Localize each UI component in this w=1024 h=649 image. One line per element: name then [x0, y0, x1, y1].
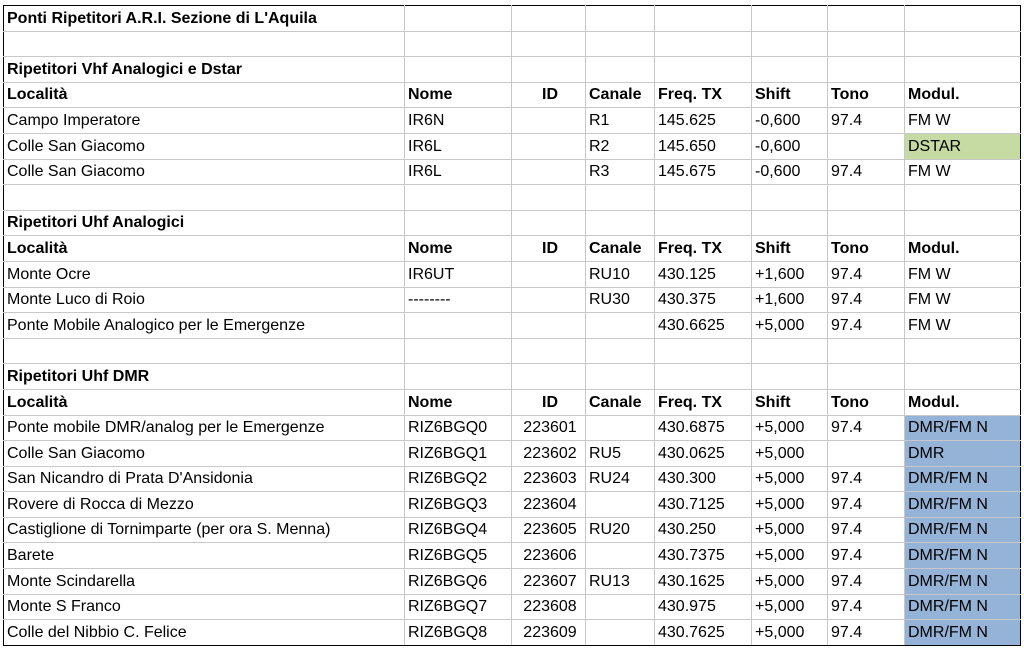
column-header-tono[interactable]: Tono	[828, 82, 905, 108]
cell-tono[interactable]: 97.4	[828, 415, 905, 441]
cell-shift[interactable]: +5,000	[752, 569, 828, 595]
cell-localita[interactable]: Ponte Mobile Analogico per le Emergenze	[4, 313, 405, 339]
cell-canale[interactable]	[586, 415, 655, 441]
empty-cell[interactable]	[655, 31, 752, 57]
cell-shift[interactable]: +5,000	[752, 415, 828, 441]
cell-id[interactable]	[512, 108, 586, 134]
table-row	[4, 517, 1021, 543]
empty-cell[interactable]	[655, 364, 752, 390]
empty-cell[interactable]	[4, 31, 405, 57]
empty-cell[interactable]	[405, 57, 512, 83]
cell-tono[interactable]: 97.4	[828, 492, 905, 518]
empty-cell[interactable]	[655, 338, 752, 364]
empty-cell[interactable]	[752, 57, 828, 83]
cell-localita[interactable]: Colle del Nibbio C. Felice	[4, 620, 405, 646]
cell-localita[interactable]: Monte Luco di Roio	[4, 287, 405, 313]
cell-freq-tx[interactable]: 145.675	[655, 159, 752, 185]
section-heading-row	[4, 210, 1021, 236]
cell-canale[interactable]: RU24	[586, 466, 655, 492]
cell-modul[interactable]: DMR/FM N	[905, 569, 1021, 595]
column-header-canale[interactable]: Canale	[586, 82, 655, 108]
empty-cell[interactable]	[405, 31, 512, 57]
column-header-id[interactable]: ID	[512, 236, 586, 262]
cell-nome[interactable]: IR6N	[405, 108, 512, 134]
column-header-freq-tx[interactable]: Freq. TX	[655, 82, 752, 108]
cell-freq-tx[interactable]: 145.650	[655, 133, 752, 159]
column-header-nome[interactable]: Nome	[405, 236, 512, 262]
cell-freq-tx[interactable]: 430.7375	[655, 543, 752, 569]
column-header-shift[interactable]: Shift	[752, 236, 828, 262]
cell-tono[interactable]: 97.4	[828, 620, 905, 646]
cell-localita[interactable]: Rovere di Rocca di Mezzo	[4, 492, 405, 518]
cell-nome[interactable]: RIZ6BGQ1	[405, 441, 512, 467]
empty-cell[interactable]	[828, 57, 905, 83]
repeater-table	[3, 5, 1021, 646]
section-heading[interactable]: Ripetitori Vhf Analogici e Dstar	[4, 57, 405, 83]
cell-modul[interactable]: DMR/FM N	[905, 594, 1021, 620]
empty-cell[interactable]	[828, 338, 905, 364]
column-header-modul[interactable]: Modul.	[905, 389, 1021, 415]
cell-modul[interactable]: DMR/FM N	[905, 620, 1021, 646]
empty-cell[interactable]	[586, 338, 655, 364]
table-row	[4, 543, 1021, 569]
cell-canale[interactable]: RU13	[586, 569, 655, 595]
cell-modul[interactable]: FM W	[905, 287, 1021, 313]
cell-nome[interactable]: RIZ6BGQ6	[405, 569, 512, 595]
column-header-modul[interactable]: Modul.	[905, 82, 1021, 108]
column-header-modul[interactable]: Modul.	[905, 236, 1021, 262]
cell-localita[interactable]: Castiglione di Tornimparte (per ora S. Menna)	[4, 517, 405, 543]
cell-modul[interactable]: FM W	[905, 159, 1021, 185]
table-row	[4, 441, 1021, 467]
cell-modul[interactable]: DMR/FM N	[905, 466, 1021, 492]
column-header-localita[interactable]: Località	[4, 389, 405, 415]
table-row	[4, 159, 1021, 185]
empty-cell[interactable]	[752, 364, 828, 390]
cell-localita[interactable]: Monte Scindarella	[4, 569, 405, 595]
cell-freq-tx[interactable]: 430.6625	[655, 313, 752, 339]
empty-cell[interactable]	[905, 364, 1021, 390]
cell-canale[interactable]: RU30	[586, 287, 655, 313]
cell-shift[interactable]: +1,600	[752, 261, 828, 287]
empty-row	[4, 185, 1021, 211]
cell-tono[interactable]: 97.4	[828, 569, 905, 595]
table-row	[4, 466, 1021, 492]
column-header-freq-tx[interactable]: Freq. TX	[655, 236, 752, 262]
cell-id[interactable]: 223602	[512, 441, 586, 467]
empty-row	[4, 31, 1021, 57]
column-header-nome[interactable]: Nome	[405, 389, 512, 415]
empty-cell[interactable]	[405, 6, 512, 32]
cell-canale[interactable]: RU20	[586, 517, 655, 543]
cell-localita[interactable]: Barete	[4, 543, 405, 569]
cell-id[interactable]: 223607	[512, 569, 586, 595]
table-row	[4, 108, 1021, 134]
cell-modul[interactable]: DMR/FM N	[905, 543, 1021, 569]
cell-localita[interactable]: Colle San Giacomo	[4, 133, 405, 159]
cell-nome[interactable]	[405, 313, 512, 339]
cell-canale[interactable]	[586, 594, 655, 620]
cell-canale[interactable]: R3	[586, 159, 655, 185]
empty-cell[interactable]	[905, 185, 1021, 211]
empty-cell[interactable]	[828, 210, 905, 236]
cell-localita[interactable]: Ponte mobile DMR/analog per le Emergenze	[4, 415, 405, 441]
empty-cell[interactable]	[828, 31, 905, 57]
column-header-localita[interactable]: Località	[4, 82, 405, 108]
cell-canale[interactable]: R1	[586, 108, 655, 134]
empty-cell[interactable]	[512, 210, 586, 236]
cell-shift[interactable]: +5,000	[752, 492, 828, 518]
cell-tono[interactable]: 97.4	[828, 543, 905, 569]
spreadsheet-view	[3, 5, 1021, 646]
cell-tono[interactable]: 97.4	[828, 159, 905, 185]
empty-cell[interactable]	[752, 338, 828, 364]
cell-canale[interactable]	[586, 543, 655, 569]
section-heading[interactable]: Ripetitori Uhf DMR	[4, 364, 405, 390]
cell-canale[interactable]: RU10	[586, 261, 655, 287]
cell-shift[interactable]: +5,000	[752, 466, 828, 492]
empty-cell[interactable]	[655, 6, 752, 32]
cell-freq-tx[interactable]: 430.975	[655, 594, 752, 620]
cell-tono[interactable]: 97.4	[828, 261, 905, 287]
empty-cell[interactable]	[586, 364, 655, 390]
empty-cell[interactable]	[512, 185, 586, 211]
table-row	[4, 133, 1021, 159]
empty-cell[interactable]	[905, 210, 1021, 236]
empty-cell[interactable]	[752, 31, 828, 57]
table-row	[4, 620, 1021, 646]
empty-cell[interactable]	[512, 57, 586, 83]
cell-modul[interactable]: FM W	[905, 261, 1021, 287]
cell-freq-tx[interactable]: 430.125	[655, 261, 752, 287]
cell-id[interactable]: 223603	[512, 466, 586, 492]
column-header-localita[interactable]: Località	[4, 236, 405, 262]
cell-shift[interactable]: +1,600	[752, 287, 828, 313]
empty-cell[interactable]	[828, 364, 905, 390]
cell-shift[interactable]: -0,600	[752, 108, 828, 134]
cell-nome[interactable]: RIZ6BGQ3	[405, 492, 512, 518]
empty-cell[interactable]	[4, 185, 405, 211]
column-header-canale[interactable]: Canale	[586, 236, 655, 262]
cell-nome[interactable]: IR6L	[405, 159, 512, 185]
header-row	[4, 82, 1021, 108]
empty-cell[interactable]	[586, 57, 655, 83]
empty-cell[interactable]	[905, 338, 1021, 364]
column-header-nome[interactable]: Nome	[405, 82, 512, 108]
cell-shift[interactable]: +5,000	[752, 594, 828, 620]
cell-tono[interactable]	[828, 133, 905, 159]
empty-cell[interactable]	[655, 185, 752, 211]
column-header-id[interactable]: ID	[512, 82, 586, 108]
sheet-title-row	[4, 6, 1021, 32]
cell-nome[interactable]: IR6L	[405, 133, 512, 159]
cell-modul[interactable]: DMR	[905, 441, 1021, 467]
cell-tono[interactable]: 97.4	[828, 313, 905, 339]
cell-localita[interactable]: San Nicandro di Prata D'Ansidonia	[4, 466, 405, 492]
cell-id[interactable]	[512, 159, 586, 185]
cell-freq-tx[interactable]: 430.0625	[655, 441, 752, 467]
empty-row	[4, 338, 1021, 364]
column-header-shift[interactable]: Shift	[752, 82, 828, 108]
cell-tono[interactable]: 97.4	[828, 287, 905, 313]
cell-freq-tx[interactable]: 430.7125	[655, 492, 752, 518]
empty-cell[interactable]	[586, 210, 655, 236]
column-header-canale[interactable]: Canale	[586, 389, 655, 415]
cell-freq-tx[interactable]: 430.6875	[655, 415, 752, 441]
empty-cell[interactable]	[586, 6, 655, 32]
sheet-title[interactable]: Ponti Ripetitori A.R.I. Sezione di L'Aquila	[4, 6, 405, 32]
cell-canale[interactable]	[586, 620, 655, 646]
cell-nome[interactable]: RIZ6BGQ0	[405, 415, 512, 441]
cell-tono[interactable]: 97.4	[828, 108, 905, 134]
column-header-tono[interactable]: Tono	[828, 236, 905, 262]
empty-cell[interactable]	[405, 338, 512, 364]
header-row	[4, 389, 1021, 415]
cell-tono[interactable]: 97.4	[828, 594, 905, 620]
table-row	[4, 261, 1021, 287]
cell-modul[interactable]: FM W	[905, 313, 1021, 339]
cell-shift[interactable]: +5,000	[752, 543, 828, 569]
cell-id[interactable]	[512, 313, 586, 339]
table-row	[4, 594, 1021, 620]
cell-freq-tx[interactable]: 430.375	[655, 287, 752, 313]
section-heading-row	[4, 364, 1021, 390]
cell-canale[interactable]: R2	[586, 133, 655, 159]
empty-cell[interactable]	[512, 338, 586, 364]
cell-freq-tx[interactable]: 430.250	[655, 517, 752, 543]
cell-modul[interactable]: DSTAR	[905, 133, 1021, 159]
cell-freq-tx[interactable]: 430.1625	[655, 569, 752, 595]
cell-shift[interactable]: +5,000	[752, 313, 828, 339]
cell-nome[interactable]: --------	[405, 287, 512, 313]
cell-modul[interactable]: DMR/FM N	[905, 517, 1021, 543]
column-header-freq-tx[interactable]: Freq. TX	[655, 389, 752, 415]
cell-localita[interactable]: Monte S Franco	[4, 594, 405, 620]
cell-localita[interactable]: Colle San Giacomo	[4, 441, 405, 467]
empty-cell[interactable]	[586, 185, 655, 211]
cell-canale[interactable]: RU5	[586, 441, 655, 467]
empty-cell[interactable]	[512, 31, 586, 57]
cell-shift[interactable]: -0,600	[752, 159, 828, 185]
empty-cell[interactable]	[655, 57, 752, 83]
table-row	[4, 492, 1021, 518]
cell-nome[interactable]: RIZ6BGQ2	[405, 466, 512, 492]
cell-id[interactable]: 223604	[512, 492, 586, 518]
table-row	[4, 287, 1021, 313]
empty-cell[interactable]	[405, 364, 512, 390]
cell-localita[interactable]: Colle San Giacomo	[4, 159, 405, 185]
cell-freq-tx[interactable]: 145.625	[655, 108, 752, 134]
cell-id[interactable]	[512, 133, 586, 159]
cell-localita[interactable]: Campo Imperatore	[4, 108, 405, 134]
table-row	[4, 415, 1021, 441]
cell-shift[interactable]: +5,000	[752, 620, 828, 646]
cell-modul[interactable]: DMR/FM N	[905, 492, 1021, 518]
cell-id[interactable]: 223601	[512, 415, 586, 441]
cell-nome[interactable]: RIZ6BGQ8	[405, 620, 512, 646]
cell-canale[interactable]	[586, 492, 655, 518]
empty-cell[interactable]	[512, 364, 586, 390]
cell-nome[interactable]: RIZ6BGQ7	[405, 594, 512, 620]
empty-cell[interactable]	[655, 210, 752, 236]
empty-cell[interactable]	[752, 185, 828, 211]
header-row	[4, 236, 1021, 262]
cell-shift[interactable]: -0,600	[752, 133, 828, 159]
empty-cell[interactable]	[405, 210, 512, 236]
empty-cell[interactable]	[828, 6, 905, 32]
cell-modul[interactable]: DMR/FM N	[905, 415, 1021, 441]
cell-id[interactable]: 223608	[512, 594, 586, 620]
cell-id[interactable]: 223609	[512, 620, 586, 646]
cell-canale[interactable]	[586, 313, 655, 339]
cell-shift[interactable]: +5,000	[752, 441, 828, 467]
empty-cell[interactable]	[752, 6, 828, 32]
empty-cell[interactable]	[905, 6, 1021, 32]
cell-tono[interactable]: 97.4	[828, 466, 905, 492]
table-row	[4, 313, 1021, 339]
empty-cell[interactable]	[752, 210, 828, 236]
cell-nome[interactable]: IR6UT	[405, 261, 512, 287]
cell-freq-tx[interactable]: 430.7625	[655, 620, 752, 646]
cell-freq-tx[interactable]: 430.300	[655, 466, 752, 492]
empty-cell[interactable]	[905, 57, 1021, 83]
cell-shift[interactable]: +5,000	[752, 517, 828, 543]
cell-tono[interactable]	[828, 441, 905, 467]
cell-id[interactable]	[512, 261, 586, 287]
cell-id[interactable]	[512, 287, 586, 313]
cell-modul[interactable]: FM W	[905, 108, 1021, 134]
column-header-id[interactable]: ID	[512, 389, 586, 415]
cell-id[interactable]: 223605	[512, 517, 586, 543]
cell-tono[interactable]: 97.4	[828, 517, 905, 543]
empty-cell[interactable]	[586, 31, 655, 57]
cell-nome[interactable]: RIZ6BGQ4	[405, 517, 512, 543]
cell-localita[interactable]: Monte Ocre	[4, 261, 405, 287]
column-header-shift[interactable]: Shift	[752, 389, 828, 415]
table-row	[4, 569, 1021, 595]
column-header-tono[interactable]: Tono	[828, 389, 905, 415]
section-heading[interactable]: Ripetitori Uhf Analogici	[4, 210, 405, 236]
section-heading-row	[4, 57, 1021, 83]
empty-cell[interactable]	[905, 31, 1021, 57]
cell-id[interactable]: 223606	[512, 543, 586, 569]
empty-cell[interactable]	[405, 185, 512, 211]
empty-cell[interactable]	[512, 6, 586, 32]
empty-cell[interactable]	[4, 338, 405, 364]
cell-nome[interactable]: RIZ6BGQ5	[405, 543, 512, 569]
empty-cell[interactable]	[828, 185, 905, 211]
